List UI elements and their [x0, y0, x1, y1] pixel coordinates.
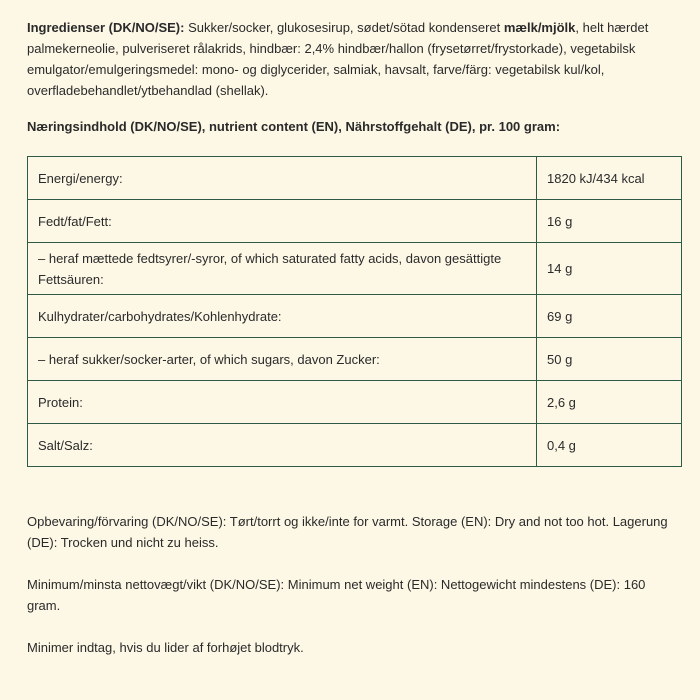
table-row — [28, 295, 682, 338]
ingredients-text-2: , helt hærdet palmekerneolie, pulveriseret rålakrids, hindbær: 2,4% hindbær/hallon (frysetørret/frystorkade), vegetabilsk emulgator/emulgeringsmedel: mono- og diglycerider, salmiak, havsalt, farve/färg: vegetabilsk kul/kol, overfladebehandlet/ytbehandlad (shellak). — [27, 20, 649, 98]
nutrient-label: Fedt/fat/Fett: — [28, 200, 537, 243]
nutrient-value: 50 g — [537, 338, 682, 381]
table-row — [28, 243, 682, 295]
ingredients-text-1: Sukker/socker, glukosesirup, sødet/sötad kondenseret — [184, 20, 504, 35]
nutrient-label: Salt/Salz: — [28, 424, 537, 467]
product-info — [27, 17, 682, 658]
nutrition-heading: Næringsindhold (DK/NO/SE), nutrient content (EN), Nährstoffgehalt (DE), pr. 100 gram: — [27, 119, 561, 134]
nutrient-value: 0,4 g — [537, 424, 682, 467]
nutrient-label: Kulhydrater/carbohydrates/Kohlenhydrate: — [28, 295, 537, 338]
net-weight-text: Minimum/minsta nettovægt/vikt (DK/NO/SE): Minimum net weight (EN): Nettogewicht mindestens (DE): 160 gram. — [27, 577, 646, 613]
nutrient-value: 16 g — [537, 200, 682, 243]
nutrient-label: – heraf sukker/socker-arter, of which sugars, davon Zucker: — [28, 338, 537, 381]
nutrient-label: Protein: — [28, 381, 537, 424]
nutrient-label: Energi/energy: — [28, 157, 537, 200]
storage-text: Opbevaring/förvaring (DK/NO/SE): Tørt/torrt og ikke/inte for varmt. Storage (EN): Dry and not too hot. Lagerung (DE): Trocken und nicht zu heiss. — [27, 514, 668, 550]
table-row — [28, 157, 682, 200]
table-row — [28, 200, 682, 243]
nutrition-table — [27, 156, 682, 467]
ingredients-paragraph — [27, 17, 682, 101]
nutrient-value: 69 g — [537, 295, 682, 338]
nutrient-value: 14 g — [537, 243, 682, 295]
health-warning-text: Minimer indtag, hvis du lider af forhøjet blodtryk. — [27, 640, 304, 655]
nutrient-value: 2,6 g — [537, 381, 682, 424]
table-row — [28, 338, 682, 381]
nutrient-value: 1820 kJ/434 kcal — [537, 157, 682, 200]
ingredients-label: Ingredienser (DK/NO/SE): — [27, 20, 185, 35]
ingredients-allergen: mælk/mjölk — [503, 20, 576, 35]
table-row — [28, 381, 682, 424]
table-row — [28, 424, 682, 467]
nutrient-label: – heraf mættede fedtsyrer/-syror, of which saturated fatty acids, davon gesättigte Fettsäuren: — [28, 243, 537, 295]
